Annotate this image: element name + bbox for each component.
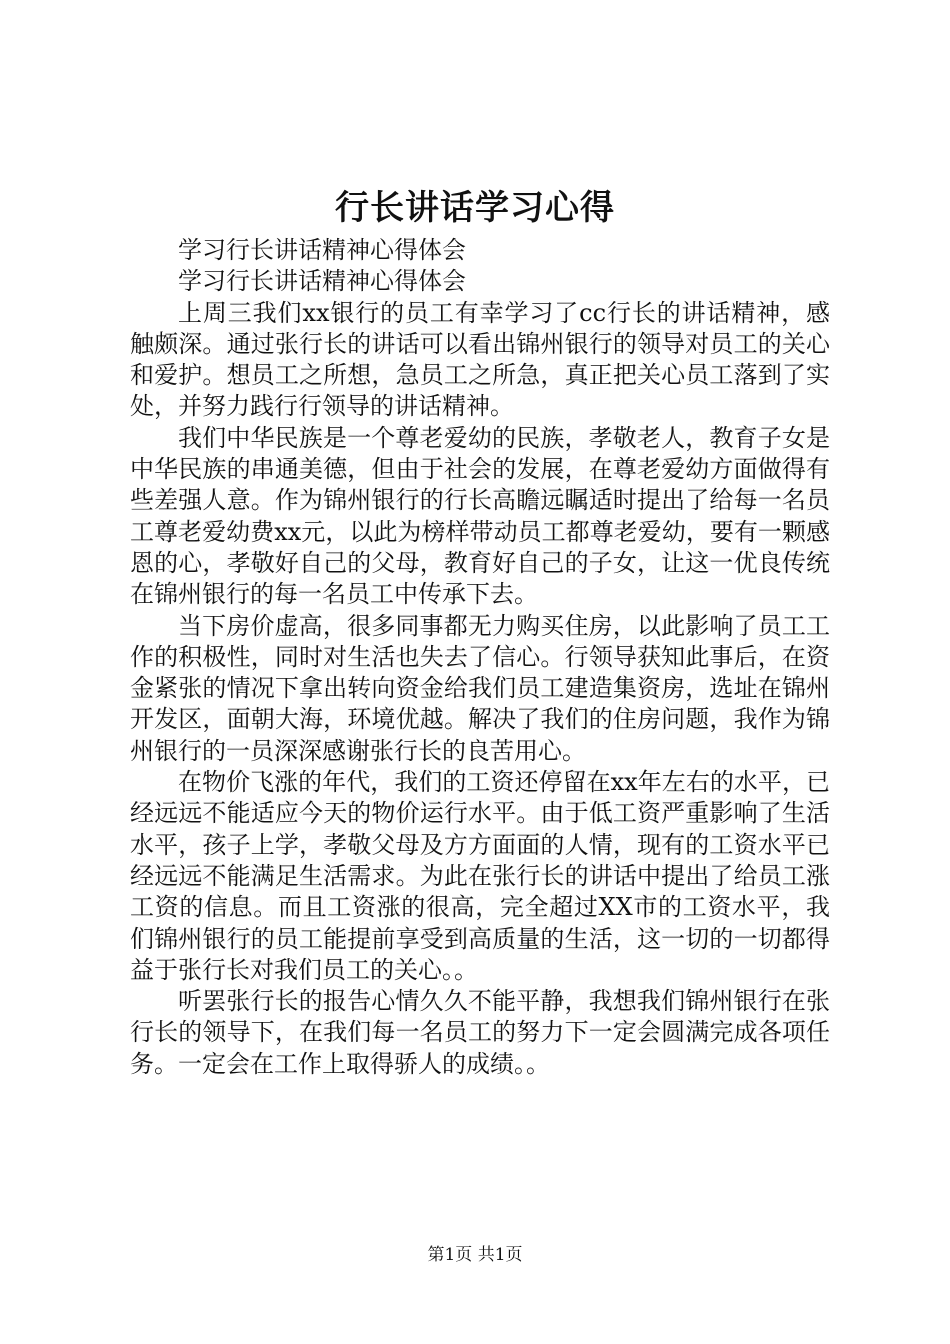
document-title: 行长讲话学习心得 <box>335 188 615 228</box>
paragraph-3: 当下房价虚高，很多同事都无力购买住房，以此影响了员工工作的积极性，同时对生活也失去了信心。行领导获知此事后，在资金紧张的情况下拿出转向资金给我们员工建造集资房，选址在锦州开发区，面朝大海，环境优越。解决了我们的住房问题，我作为锦州银行的一员深深感谢张行长的良苦用心。 <box>130 611 830 765</box>
paragraph-5: 听罢张行长的报告心情久久不能平静，我想我们锦州银行在张行长的领导下，在我们每一名员工的努力下一定会圆满完成各项任务。一定会在工作上取得骄人的成绩。。 <box>130 987 830 1078</box>
paragraph-2: 我们中华民族是一个尊老爱幼的民族，孝敬老人，教育子女是中华民族的串通美德，但由于社会的发展，在尊老爱幼方面做得有些差强人意。作为锦州银行的行长高瞻远瞩适时提出了给每一名员工尊老爱幼费xx元，以此为榜样带动员工都尊老爱幼，要有一颗感恩的心，孝敬好自己的父母，教育好自己的子女，让这一优良传统在锦州银行的每一名员工中传承下去。 <box>130 423 830 609</box>
document-body <box>130 235 830 1080</box>
subtitle-line-2: 学习行长讲话精神心得体会 <box>178 267 466 296</box>
paragraph-4: 在物价飞涨的年代，我们的工资还停留在xx年左右的水平，已经远远不能适应今天的物价运行水平。由于低工资严重影响了生活水平，孩子上学，孝敬父母及方方面面的人情，现有的工资水平已经远远不能满足生活需求。为此在张行长的讲话中提出了给员工涨工资的信息。而且工资涨的很高，完全超过XX市的工资水平，我们锦州银行的员工能提前享受到高质量的生活，这一切的一切都得益于张行长对我们员工的关心。。 <box>130 768 830 984</box>
subtitle-line-1: 学习行长讲话精神心得体会 <box>178 236 466 264</box>
paragraph-1: 上周三我们xx银行的员工有幸学习了cc行长的讲话精神，感触颇深。通过张行长的讲话可以看出锦州银行的领导对员工的关心和爱护。想员工之所想，急员工之所急，真正把关心员工落到了实处，并努力践行行领导的讲话精神。 <box>130 298 830 421</box>
page-footer: 第1页 共1页 <box>427 1245 523 1265</box>
